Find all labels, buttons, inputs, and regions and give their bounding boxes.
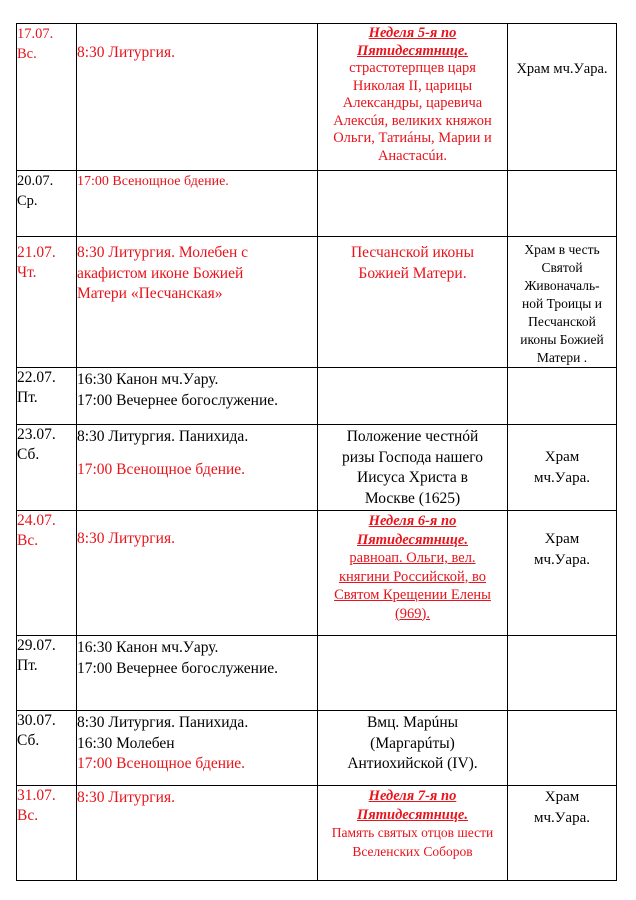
feast-line: Анастасúи. <box>377 147 448 164</box>
date: 20.07. <box>17 173 54 189</box>
date: 17.07. <box>17 26 54 42</box>
table-row <box>17 636 617 711</box>
church-cell <box>508 237 617 368</box>
feast-week-title: Пятидесятнице. <box>357 531 468 548</box>
church-cell <box>508 636 617 711</box>
feast-cell <box>318 237 508 368</box>
service-line: 17:00 Вечернее богослужение. <box>77 391 279 409</box>
feast-line: равноап. Ольги, вел. <box>349 550 476 566</box>
feast-line: Антиохийской (IV). <box>347 755 478 772</box>
feast-line: княгини Российской, во <box>338 568 487 585</box>
church-cell <box>508 368 617 425</box>
weekday: Чт. <box>17 264 37 281</box>
weekday: Сб. <box>17 732 40 749</box>
church-line: Песчанской <box>528 314 596 329</box>
service-line: 17:00 Всенощное бдение. <box>77 460 246 478</box>
weekday: Вс. <box>17 46 37 62</box>
feast-line: Алексúя, великих княжон <box>333 112 492 129</box>
service-line: 8:30 Литургия. Панихида. <box>77 428 249 445</box>
feast-line: Память святых отцов шести <box>331 825 494 840</box>
service-schedule-table <box>16 23 617 881</box>
table-row <box>17 237 617 368</box>
feast-line: ризы Господа нашего <box>341 448 484 466</box>
services-cell <box>77 237 318 368</box>
feast-cell <box>318 171 508 237</box>
feast-week-title: Пятидесятнице. <box>357 42 468 59</box>
date-cell <box>17 636 77 711</box>
service-line: 8:30 Литургия. <box>77 530 175 547</box>
feast-line: Вселенских Соборов <box>352 843 473 859</box>
date-cell <box>17 237 77 368</box>
church-line: Святой <box>541 260 583 275</box>
church-line: мч.Уара. <box>534 810 590 826</box>
date: 31.07. <box>17 787 56 804</box>
feast-cell <box>318 24 508 171</box>
feast-cell <box>318 511 508 636</box>
church-line: мч.Уара. <box>534 470 590 486</box>
date-cell <box>17 711 77 786</box>
feast-cell <box>318 711 508 786</box>
date: 23.07. <box>17 426 56 443</box>
church-line: ной Троицы и <box>522 296 602 311</box>
church-line: Храм <box>544 789 580 805</box>
church-cell <box>508 171 617 237</box>
date: 24.07. <box>17 512 56 529</box>
weekday: Пт. <box>17 389 38 406</box>
table-row <box>17 171 617 237</box>
service-line: 17:00 Вечернее богослужение. <box>77 659 279 677</box>
services-cell <box>77 171 318 237</box>
feast-week-title: Неделя 5-я по <box>368 25 457 41</box>
weekday: Вс. <box>17 532 39 549</box>
service-line: 17:00 Всенощное бдение. <box>77 755 246 772</box>
date: 30.07. <box>17 712 56 729</box>
date-cell <box>17 511 77 636</box>
table-row <box>17 425 617 511</box>
service-line: 8:30 Литургия. Молебен с <box>77 244 249 261</box>
church-line: иконы Божией <box>520 332 604 347</box>
services-cell <box>77 636 318 711</box>
services-cell <box>77 24 318 171</box>
feast-line: Николая II, царицы <box>352 77 473 94</box>
feast-line: Положение честнóй <box>346 428 479 445</box>
table-row <box>17 711 617 786</box>
feast-cell <box>318 368 508 425</box>
church-line: Храм мч.Уара. <box>516 61 608 77</box>
feast-cell <box>318 786 508 881</box>
church-cell <box>508 786 617 881</box>
feast-line: Святом Крещении Елены <box>334 587 491 603</box>
church-cell <box>508 24 617 171</box>
church-line: Храм <box>544 531 580 547</box>
date-cell <box>17 425 77 511</box>
weekday: Вс. <box>17 807 39 824</box>
service-line: акафистом иконе Божией <box>77 264 244 282</box>
weekday: Пт. <box>17 657 38 674</box>
service-line: 17:00 Всенощное бдение. <box>77 174 229 189</box>
service-line: 16:30 Молебен <box>77 734 175 752</box>
table-row <box>17 24 617 171</box>
weekday: Ср. <box>17 193 38 209</box>
table-row <box>17 511 617 636</box>
feast-line: (Маргарúты) <box>370 734 455 752</box>
church-line: мч.Уара. <box>534 552 590 568</box>
service-line: 16:30 Канон мч.Уару. <box>77 371 219 388</box>
date: 22.07. <box>17 369 56 386</box>
feast-line: Москве (1625) <box>364 489 461 507</box>
feast-line: Вмц. Марúны <box>366 714 459 731</box>
feast-line: страстотерпцев царя <box>349 60 476 76</box>
feast-line: Александры, царевича <box>342 95 483 111</box>
feast-line: Ольги, Татиáны, Марии и <box>333 130 492 146</box>
service-line: 16:30 Канон мч.Уару. <box>77 639 219 656</box>
church-line: Живоначаль- <box>524 278 600 293</box>
feast-week-title: Неделя 7-я по <box>368 788 457 804</box>
service-line: 8:30 Литургия. <box>77 789 175 806</box>
church-line: Храм <box>544 449 580 465</box>
feast-week-title: Неделя 6-я по <box>368 513 457 529</box>
weekday: Сб. <box>17 446 40 463</box>
services-cell <box>77 368 318 425</box>
services-cell <box>77 786 318 881</box>
table-row <box>17 786 617 881</box>
feast-cell <box>318 636 508 711</box>
church-line: Храм в честь <box>524 242 600 257</box>
service-line: Матери «Песчанская» <box>77 285 223 302</box>
feast-cell <box>318 425 508 511</box>
date-cell <box>17 171 77 237</box>
date: 29.07. <box>17 637 56 654</box>
services-cell <box>77 425 318 511</box>
date: 21.07. <box>17 244 56 261</box>
feast-line: (969). <box>394 605 431 622</box>
service-line: 8:30 Литургия. Панихида. <box>77 714 249 731</box>
date-cell <box>17 24 77 171</box>
table-row <box>17 368 617 425</box>
church-line: Матери . <box>536 350 588 365</box>
date-cell <box>17 786 77 881</box>
service-line: 8:30 Литургия. <box>77 44 175 61</box>
feast-line: Божией Матери. <box>358 264 467 282</box>
church-cell <box>508 711 617 786</box>
feast-line: Иисуса Христа в <box>357 469 468 486</box>
feast-line: Песчанской иконы <box>350 244 475 261</box>
church-cell <box>508 425 617 511</box>
church-cell <box>508 511 617 636</box>
date-cell <box>17 368 77 425</box>
feast-week-title: Пятидесятнице. <box>357 806 468 823</box>
services-cell <box>77 711 318 786</box>
services-cell <box>77 511 318 636</box>
